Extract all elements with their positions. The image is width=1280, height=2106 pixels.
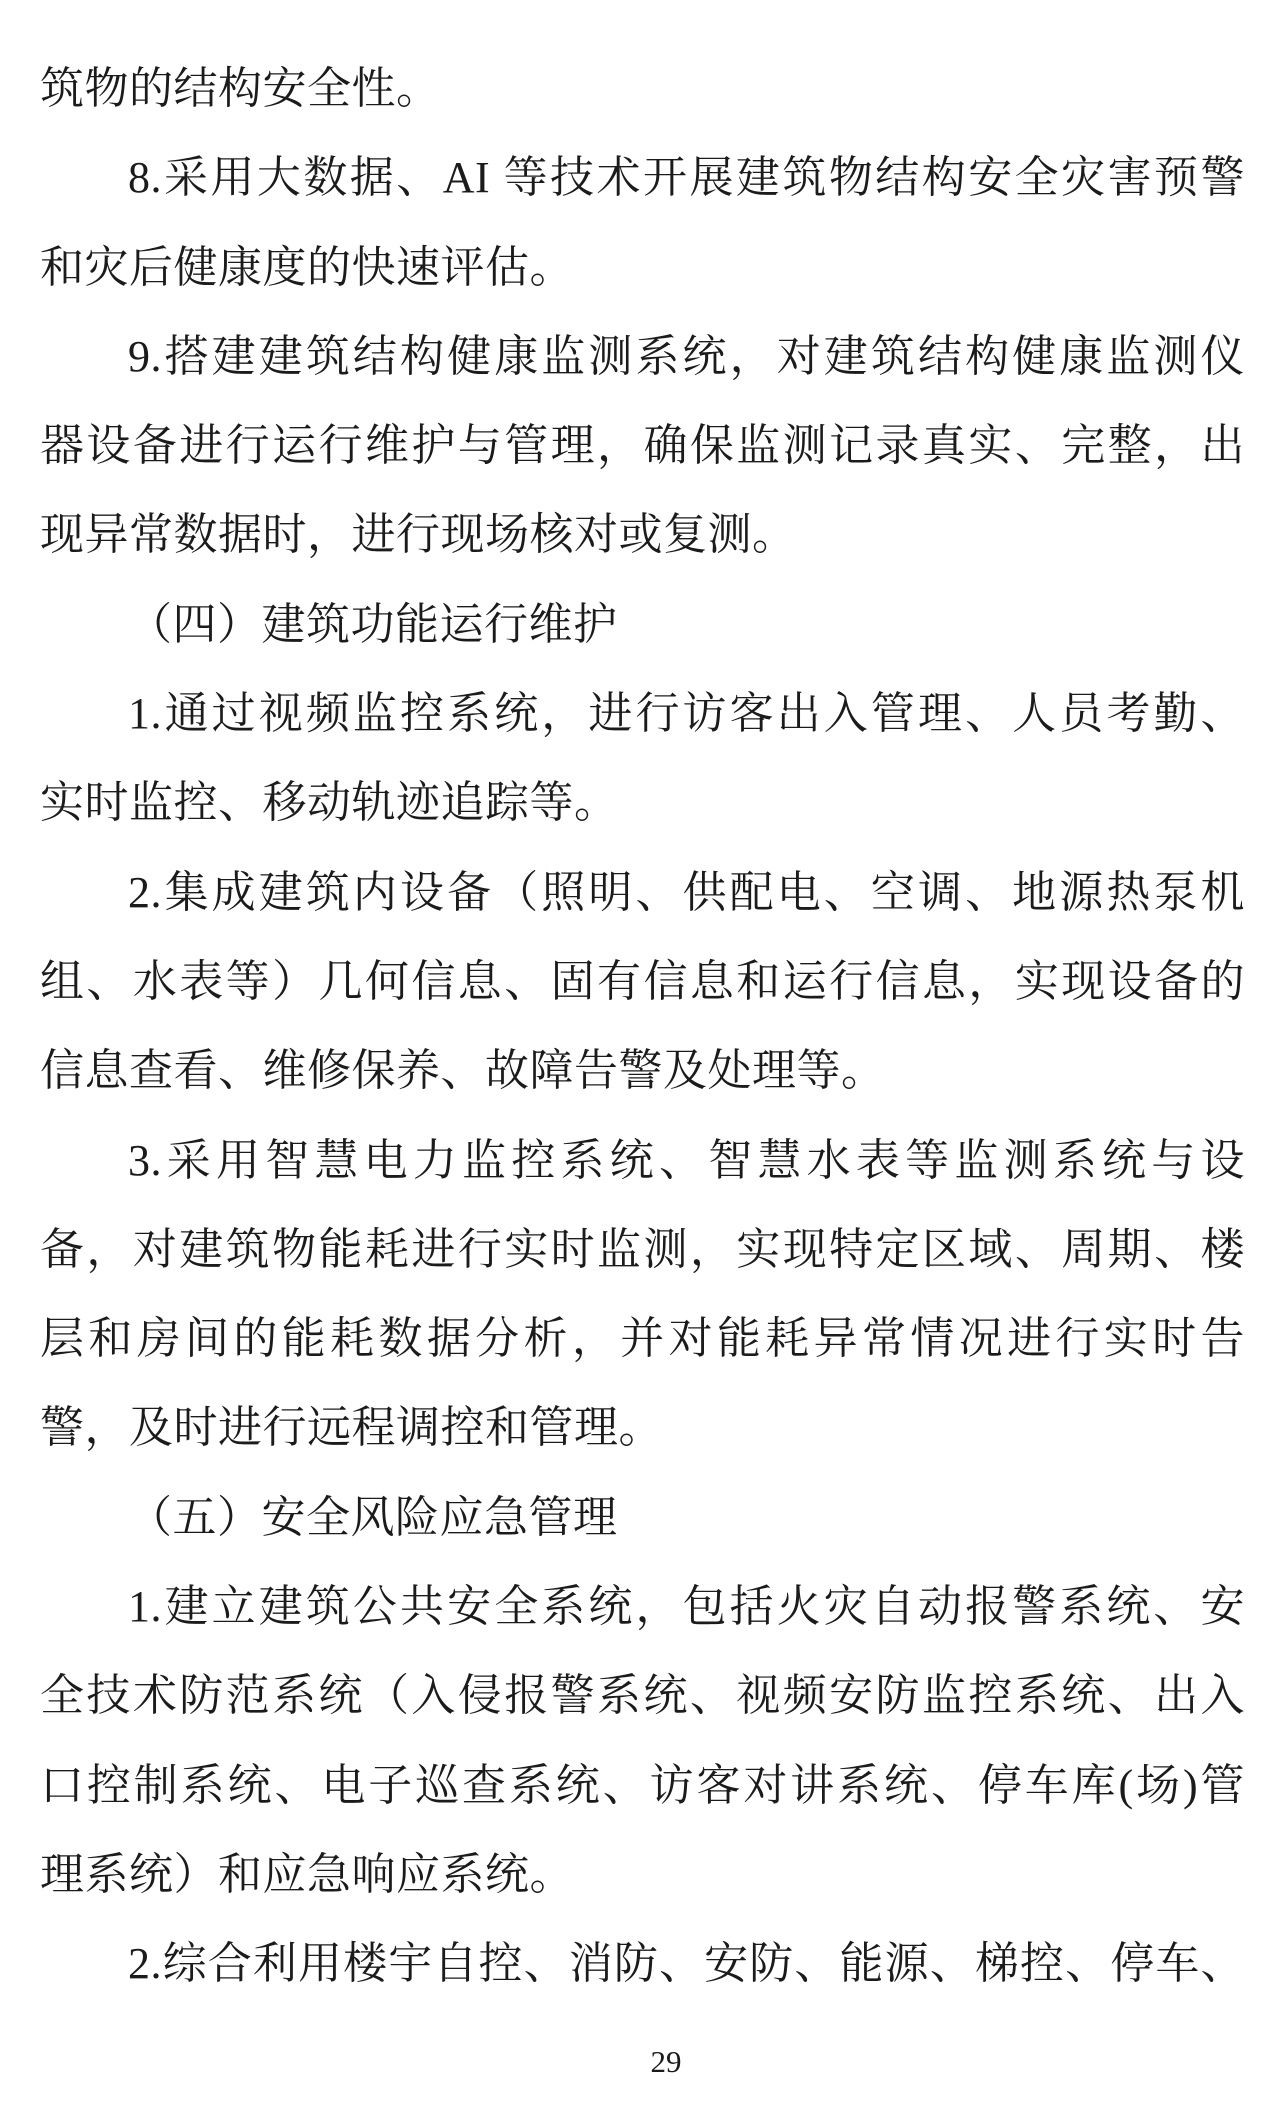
text-line: 筑物的结构安全性。: [40, 64, 441, 113]
text-line: 理系统）和应急响应系统。: [40, 1849, 574, 1899]
text-line: 实时监控、移动轨迹追踪等。: [40, 778, 619, 828]
text-line: 和灾后健康度的快速评估。: [40, 242, 574, 292]
text-line: 全技术防范系统（入侵报警系统、视频安防监控系统、出入: [40, 1671, 1245, 1721]
text-line: 9.搭建建筑结构健康监测系统，对建筑结构健康监测仪: [128, 331, 1245, 381]
text-line: 信息查看、维修保养、故障告警及处理等。: [40, 1046, 886, 1096]
text-line: 3.采用智慧电力监控系统、智慧水表等监测系统与设: [128, 1135, 1245, 1185]
text-line: （四）建筑功能运行维护: [128, 599, 618, 649]
text-line: 组、水表等）几何信息、固有信息和运行信息，实现设备的: [40, 956, 1245, 1006]
page-number: 29: [650, 2044, 682, 2079]
text-line: 警，及时进行远程调控和管理。: [40, 1403, 663, 1453]
page-footer: [651, 2044, 682, 2080]
text-line: 器设备进行运行维护与管理，确保监测记录真实、完整，出: [40, 421, 1245, 471]
text-line: 8.采用大数据、AI 等技术开展建筑物结构安全灾害预警: [128, 153, 1245, 203]
text-line: 层和房间的能耗数据分析，并对能耗异常情况进行实时告: [40, 1314, 1245, 1364]
text-line: （五）安全风险应急管理: [128, 1492, 618, 1542]
text-line: 1.建立建筑公共安全系统，包括火灾自动报警系统、安: [128, 1582, 1245, 1632]
text-line: 备，对建筑物能耗进行实时监测，实现特定区域、周期、楼: [40, 1224, 1245, 1274]
text-line: 2.集成建筑内设备（照明、供配电、空调、地源热泵机: [128, 867, 1245, 917]
text-line: 2.综合利用楼宇自控、消防、安防、能源、梯控、停车、: [128, 1939, 1245, 1989]
document-body: [40, 44, 1245, 2009]
text-line: 1.通过视频监控系统，进行访客出入管理、人员考勤、: [128, 689, 1245, 739]
text-line: 口控制系统、电子巡查系统、访客对讲系统、停车库(场)管: [40, 1760, 1245, 1810]
text-line: 现异常数据时，进行现场核对或复测。: [40, 510, 797, 560]
